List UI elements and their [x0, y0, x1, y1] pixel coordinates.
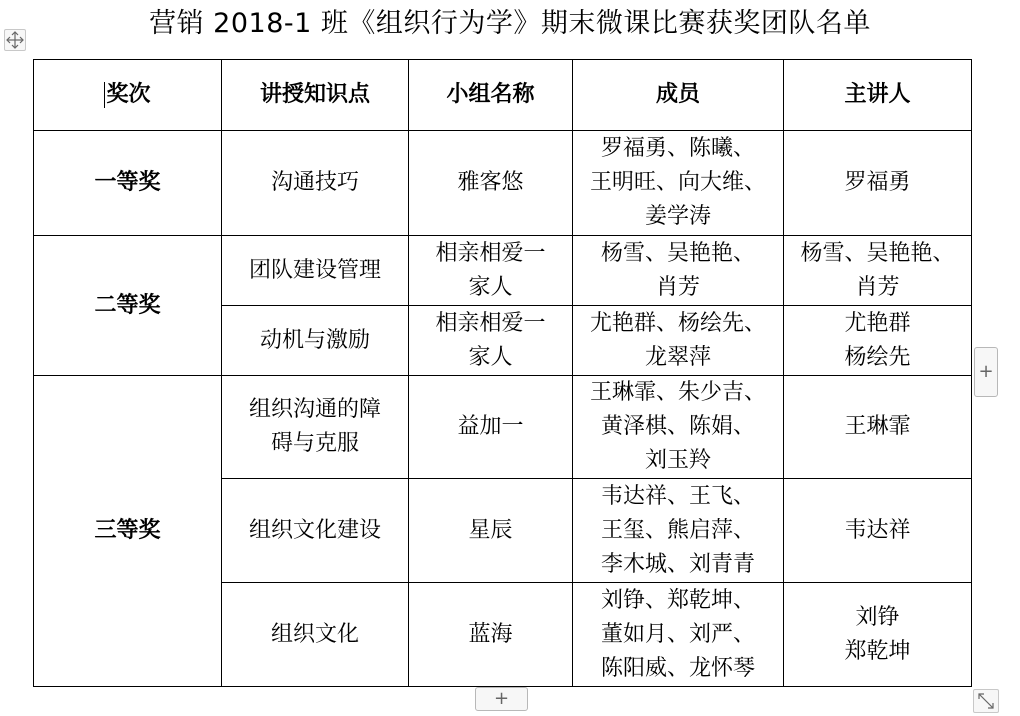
team-cell[interactable]: 相亲相爱一 家人 — [409, 306, 573, 376]
speaker-cell[interactable]: 王琳霏 — [784, 376, 972, 479]
topic-cell[interactable]: 团队建设管理 — [222, 236, 409, 306]
members-cell[interactable]: 韦达祥、王飞、 王玺、熊启萍、 李木城、刘青青 — [573, 479, 784, 583]
header-team[interactable]: 小组名称 — [409, 60, 573, 131]
topic-cell[interactable]: 组织文化建设 — [222, 479, 409, 583]
team-cell[interactable]: 蓝海 — [409, 583, 573, 687]
table-resize-handle[interactable] — [973, 689, 999, 713]
topic-cell[interactable]: 动机与激励 — [222, 306, 409, 376]
topic-cell[interactable]: 组织文化 — [222, 583, 409, 687]
members-cell[interactable]: 王琳霏、朱少吉、 黄泽棋、陈娟、 刘玉羚 — [573, 376, 784, 479]
add-column-button[interactable]: + — [974, 347, 998, 397]
members-cell[interactable]: 尤艳群、杨绘先、 龙翠萍 — [573, 306, 784, 376]
award-cell[interactable]: 三等奖 — [34, 376, 222, 687]
add-row-button[interactable]: + — [475, 687, 528, 711]
award-cell[interactable]: 一等奖 — [34, 131, 222, 236]
members-cell[interactable]: 杨雪、吴艳艳、 肖芳 — [573, 236, 784, 306]
team-cell[interactable]: 益加一 — [409, 376, 573, 479]
awards-table — [33, 59, 972, 687]
members-cell[interactable]: 罗福勇、陈曦、 王明旺、向大维、 姜学涛 — [573, 131, 784, 236]
speaker-cell[interactable]: 罗福勇 — [784, 131, 972, 236]
topic-cell[interactable]: 沟通技巧 — [222, 131, 409, 236]
speaker-cell[interactable]: 尤艳群 杨绘先 — [784, 306, 972, 376]
speaker-cell[interactable]: 韦达祥 — [784, 479, 972, 583]
header-row — [34, 60, 972, 131]
move-icon — [5, 30, 25, 50]
resize-icon — [974, 690, 998, 712]
speaker-cell[interactable]: 刘铮 郑乾坤 — [784, 583, 972, 687]
award-cell[interactable]: 二等奖 — [34, 236, 222, 376]
table-row — [34, 236, 972, 306]
header-speaker[interactable]: 主讲人 — [784, 60, 972, 131]
table-move-handle[interactable] — [4, 29, 26, 51]
team-cell[interactable]: 星辰 — [409, 479, 573, 583]
header-award[interactable]: 奖次 — [34, 60, 222, 131]
speaker-cell[interactable]: 杨雪、吴艳艳、 肖芳 — [784, 236, 972, 306]
topic-cell[interactable]: 组织沟通的障 碍与克服 — [222, 376, 409, 479]
team-cell[interactable]: 雅客悠 — [409, 131, 573, 236]
table-row — [34, 376, 972, 479]
table-row — [34, 131, 972, 236]
team-cell[interactable]: 相亲相爱一 家人 — [409, 236, 573, 306]
document-title: 营销 2018-1 班《组织行为学》期末微课比赛获奖团队名单 — [149, 8, 871, 39]
members-cell[interactable]: 刘铮、郑乾坤、 董如月、刘严、 陈阳威、龙怀琴 — [573, 583, 784, 687]
header-topic[interactable]: 讲授知识点 — [222, 60, 409, 131]
header-members[interactable]: 成员 — [573, 60, 784, 131]
